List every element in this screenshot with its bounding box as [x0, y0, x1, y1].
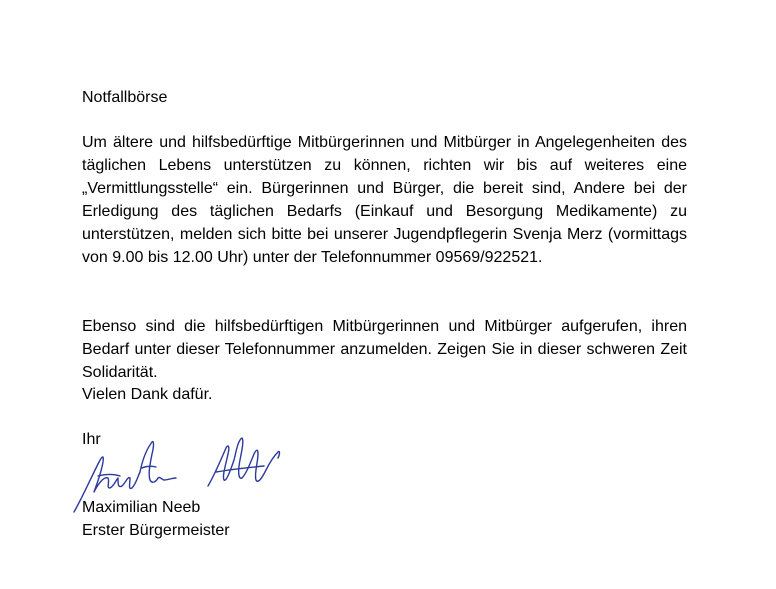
- letter-heading: Notfallbörse: [82, 89, 168, 106]
- letter-greeting: Ihr: [82, 431, 101, 448]
- letter-paragraph-1: Um ältere und hilfsbedürftige Mitbürgerinnen und Mitbürger in Angelegenheiten des täglichen Lebens unterstützen zu können, richten wir bis auf weiteres eine „Vermittlungsstelle“ ein. Bürgerinnen und Bürger, die bereit sind, Andere bei der Erledigung des täglichen Bedarfs (Einkauf und Besorgung Medikamente) zu unterstützen, melden sich bitte bei unserer Jugendpflegerin Svenja Merz (vormittags von 9.00 bis 12.00 Uhr) unter der Telefonnummer 09569/922521.: [82, 134, 687, 266]
- signer-name: Maximilian Neeb: [82, 499, 201, 516]
- letter-paragraph-2: Ebenso sind die hilfsbedürftigen Mitbürgerinnen und Mitbürger aufgerufen, ihren Bedarf unter dieser Telefonnummer anzumelden. Zeigen Sie in dieser schweren Zeit Solidarität.: [82, 318, 687, 381]
- signer-title: Erster Bürgermeister: [82, 522, 230, 539]
- letter-closing: Vielen Dank dafür.: [82, 386, 213, 403]
